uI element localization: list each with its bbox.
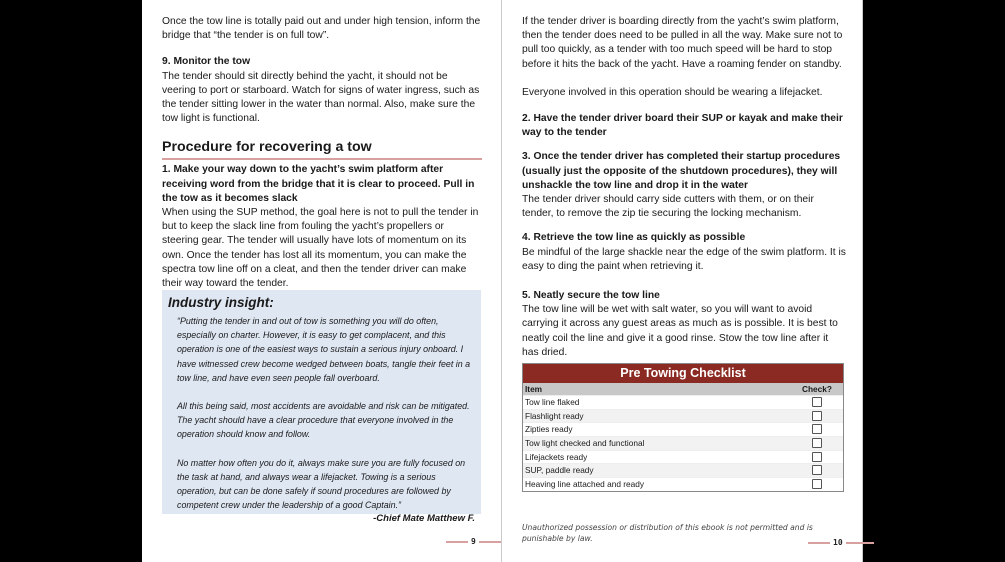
checklist-row bbox=[523, 450, 843, 464]
checklist-row bbox=[523, 395, 843, 409]
industry-insight-box bbox=[162, 290, 481, 525]
checklist-item-label: Lifejackets ready bbox=[525, 451, 588, 462]
step3-heading: 3. Once the tender driver has completed their startup procedures (usually just the opposite of the shutdown procedures), they will unshackle the tow line and drop it in the water bbox=[522, 151, 841, 191]
intro-paragraph: Once the tow line is totally paid out and under high tension, inform the bridge that “the tender is on full tow”. bbox=[162, 16, 481, 42]
checklist-row bbox=[523, 477, 843, 491]
step5-body: The tow line will be wet with salt water, so you will want to avoid carrying it across any guest areas as much as is possible. It is best to neatly coil the line and give it a good rinse. Stow the tow line after it has dried. bbox=[522, 304, 838, 358]
insight-quote-2: All this being said, most accidents are avoidable and risk can be mitigated. The yacht should have a clear procedure that everyone involved in the operation should know and follow. bbox=[177, 401, 470, 440]
paragraph-lifejacket: Everyone involved in this operation should be wearing a lifejacket. bbox=[522, 86, 823, 98]
copyright-notice: Unauthorized possession or distribution of this ebook is not permitted and is punishable by law. bbox=[522, 523, 813, 543]
checklist-item-label: Zipties ready bbox=[525, 424, 573, 435]
step3-body: The tender driver should carry side cutters with them, or on their tender, to remove the zip tie securing the locking mechanism. bbox=[522, 194, 814, 220]
page-number-rule bbox=[479, 541, 501, 543]
page-number-rule bbox=[808, 542, 830, 544]
checklist-header-row bbox=[523, 383, 843, 395]
step9-body: The tender should sit directly behind the yacht, it should not be veering to port or starboard. Watch for signs of water ingress, such as the tender sitting lower in the water than normal. Also, make sure the tow light is functional. bbox=[162, 70, 480, 125]
checkbox[interactable] bbox=[812, 411, 822, 421]
page-number-rule bbox=[846, 542, 874, 544]
checkbox[interactable] bbox=[812, 452, 822, 462]
page-10 bbox=[502, 0, 863, 562]
step4-heading: 4. Retrieve the tow line as quickly as possible bbox=[522, 232, 746, 244]
step9-heading: 9. Monitor the tow bbox=[162, 56, 251, 68]
step1-body: When using the SUP method, the goal here is not to pull the tender in but to keep the slack line from fouling the yacht’s propellers or steering gear. The tender will usually have lots of momentum on its own. Once the tender has lost all its momentum, you can make the spectra tow line off on a cleat, and then the tender driver can make their way toward the tender. bbox=[162, 207, 479, 290]
checkbox[interactable] bbox=[812, 424, 822, 434]
checklist-item-label: Tow line flaked bbox=[525, 397, 580, 407]
column-header-item: Item bbox=[525, 384, 543, 394]
step2-heading: 2. Have the tender driver board their SUP or kayak and make their way to the tender bbox=[522, 113, 843, 139]
checkbox[interactable] bbox=[812, 397, 822, 407]
insight-title: Industry insight: bbox=[168, 295, 274, 310]
insight-signature: -Chief Mate Matthew F. bbox=[373, 513, 475, 525]
checkbox[interactable] bbox=[812, 479, 822, 489]
paragraph-swim-platform: If the tender driver is boarding directly from the yacht’s swim platform, then the tender does need to be pulled in all the way. Make sure not to pull too quickly, as a tender with too much speed will be hard to stop before it hits the back of the yacht. Have a roaming fender on standby. bbox=[522, 16, 843, 70]
insight-quote-1: “Putting the tender in and out of tow is something you will do often, especially on charter. However, it is easy to get complacent, and this operation is one of the easiest ways to sustain a serious injury onboard. I have witnessed crew become wedged between boats, tangle their feet in a tow line, and have even seen people fall overboard. bbox=[177, 316, 471, 383]
checklist-item-label: Heaving line attached and ready bbox=[525, 479, 645, 490]
section-title: Procedure for recovering a tow bbox=[162, 138, 482, 160]
checkbox[interactable] bbox=[812, 438, 822, 448]
checklist-item-label: SUP, paddle ready bbox=[525, 465, 594, 476]
checklist-row bbox=[523, 422, 843, 436]
page-9 bbox=[142, 0, 501, 562]
checklist-item-label: Tow light checked and functional bbox=[525, 438, 645, 449]
column-header-check: Check? bbox=[802, 384, 832, 394]
checkbox[interactable] bbox=[812, 465, 822, 475]
step5-heading: 5. Neatly secure the tow line bbox=[522, 290, 660, 302]
page-number-10: 10 bbox=[808, 538, 874, 547]
page-number-rule bbox=[446, 541, 468, 543]
insight-quote-3: No matter how often you do it, always make sure you are fully focused on the task at hand, and always wear a lifejacket. Towing is a serious operation, but can be done safely if sound procedures are followed by competent crew under the leadership of a good Captain.” bbox=[177, 457, 466, 511]
book-spread bbox=[142, 0, 863, 562]
step4-body: Be mindful of the large shackle near the edge of the swim platform. It is easy to ding the paint when retrieving it. bbox=[522, 246, 846, 272]
pre-towing-checklist bbox=[522, 363, 844, 492]
page-number-9: 9 bbox=[446, 537, 501, 546]
checklist-row bbox=[523, 436, 843, 450]
checklist-row bbox=[523, 409, 843, 423]
checklist-title: Pre Towing Checklist bbox=[523, 364, 843, 383]
checklist-row bbox=[523, 463, 843, 477]
step1-heading: 1. Make your way down to the yacht’s swim platform after receiving word from the bridge that it is clear to proceed. Pull in the tow as it becomes slack bbox=[162, 164, 475, 204]
checklist-item-label: Flashlight ready bbox=[525, 410, 584, 421]
